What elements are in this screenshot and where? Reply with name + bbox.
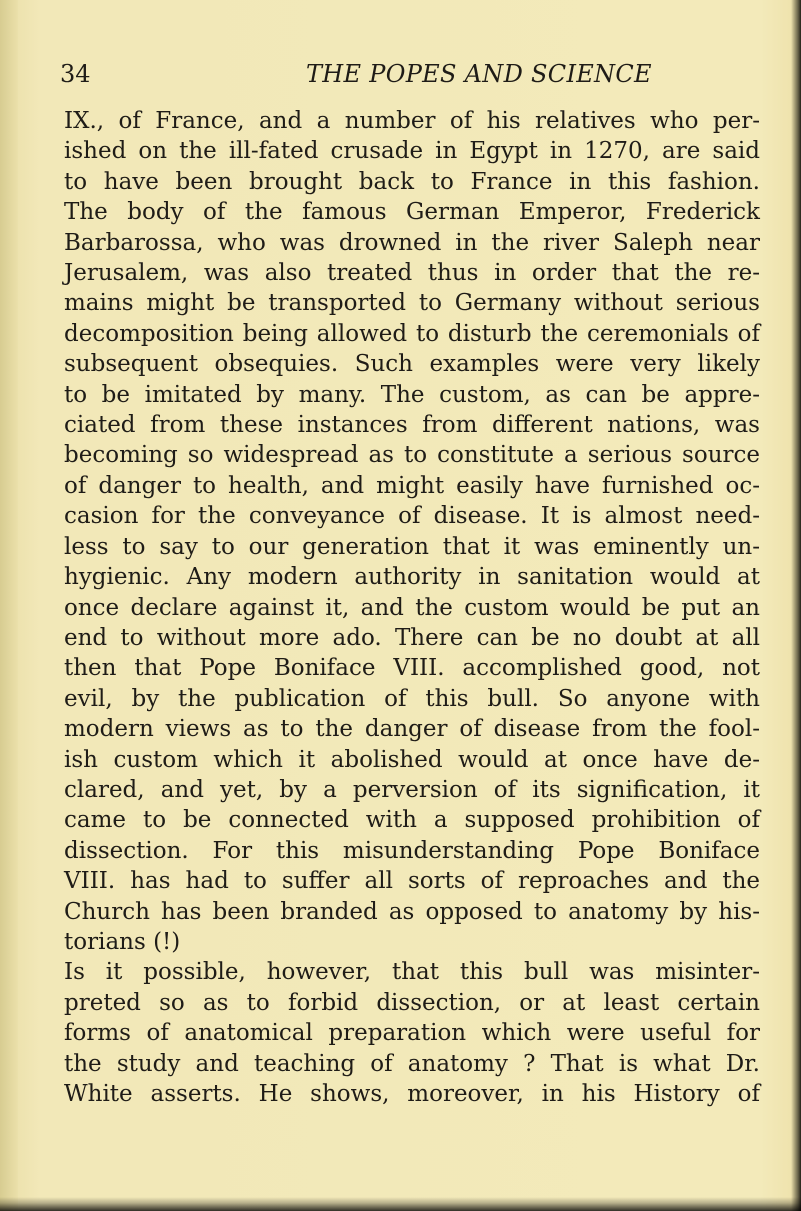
text-line: VIII. has had to suffer all sorts of reproaches and the (64, 868, 760, 895)
text-line: IX., of France, and a number of his relatives who per- (64, 108, 760, 134)
text-line: once declare against it, and the custom would be put an (64, 594, 760, 621)
text-line: ished on the ill-fated crusade in Egypt in 1270, are said (64, 138, 760, 165)
text-line: ish custom which it abolished would at once have de- (64, 746, 760, 773)
text-line: casion for the conveyance of disease. It is almost need- (64, 503, 760, 530)
text-line: preted so as to forbid dissection, or at least certain (64, 989, 760, 1016)
text-line: end to without more ado. There can be no doubt at all (64, 624, 760, 651)
text-line: mains might be transported to Germany without serious (64, 290, 760, 317)
text-line: dissection. For this misunderstanding Pope Boniface (64, 837, 760, 864)
text-line: of danger to health, and might easily have furnished oc- (64, 472, 760, 499)
page-right-edge-shadow (791, 0, 801, 1211)
text-line-paragraph-start: Is it possible, however, that this bull was misinter- (64, 959, 760, 986)
page-binding-shadow (0, 0, 18, 1211)
text-line: Church has been branded as opposed to anatomy by his- (64, 898, 760, 925)
text-line: ciated from these instances from different nations, was (64, 412, 760, 439)
text-line: hygienic. Any modern authority in sanitation would at (64, 564, 760, 591)
text-line: modern views as to the danger of disease from the fool- (64, 716, 760, 743)
text-line: The body of the famous German Emperor, Frederick (64, 199, 760, 226)
running-head (60, 54, 760, 94)
text-line: torians (!) (64, 928, 181, 955)
page-number: 34 (60, 60, 91, 88)
text-line: then that Pope Boniface VIII. accomplished good, not (64, 655, 760, 682)
text-line: came to be connected with a supposed prohibition of (64, 807, 760, 834)
text-line: subsequent obsequies. Such examples were very likely (64, 351, 760, 378)
text-line: Barbarossa, who was drowned in the river Saleph near (64, 229, 760, 256)
text-line: the study and teaching of anatomy ? That is what Dr. (64, 1050, 760, 1077)
text-line: to have been brought back to France in this fashion. (64, 168, 760, 195)
page-bottom-edge-shadow (0, 1197, 801, 1211)
text-line: to be imitated by many. The custom, as can be appre- (64, 381, 760, 408)
text-line: White asserts. He shows, moreover, in his History of (64, 1081, 760, 1107)
text-line: forms of anatomical preparation which were useful for (64, 1020, 760, 1047)
text-line: Jerusalem, was also treated thus in order that the re- (64, 260, 760, 287)
text-line: becoming so widespread as to constitute a serious source (64, 442, 760, 469)
running-head-title: THE POPES AND SCIENCE (306, 60, 652, 88)
text-line: evil, by the publication of this bull. So anyone with (64, 685, 760, 712)
text-line: less to say to our generation that it was eminently un- (64, 533, 760, 560)
body-text (64, 106, 760, 1109)
text-line: decomposition being allowed to disturb the ceremonials of (64, 320, 760, 347)
text-line: clared, and yet, by a perversion of its signification, it (64, 776, 760, 803)
